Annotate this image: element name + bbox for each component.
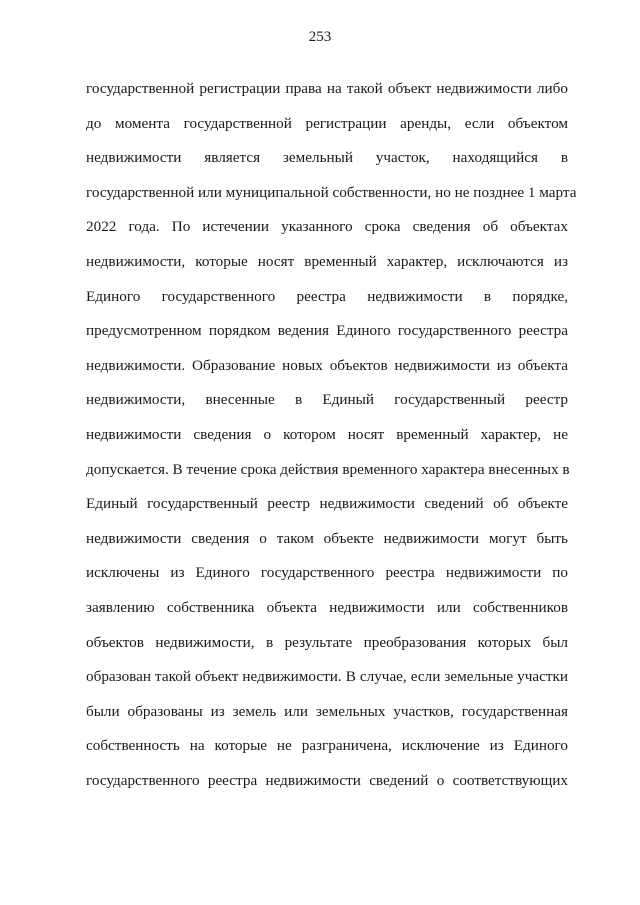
text-line: недвижимости является земельный участок, находящийся в: [86, 149, 568, 167]
text-line: Единого государственного реестра недвижимости в порядке,: [86, 287, 568, 305]
text-line: собственность на которые не разграничена, исключение из Единого: [86, 737, 568, 755]
text-line: недвижимости. Образование новых объектов недвижимости из объекта: [86, 356, 568, 374]
text-line: государственной регистрации права на такой объект недвижимости либо: [86, 80, 568, 97]
text-line: до момента государственной регистрации аренды, если объектом: [86, 114, 568, 132]
text-line: допускается. В течение срока действия временного характера внесенных в: [86, 460, 570, 478]
document-body: [86, 72, 577, 798]
text-line: объектов недвижимости, в результате преобразования которых был: [86, 633, 568, 651]
text-line: предусмотренном порядком ведения Единого государственного реестра: [86, 322, 568, 340]
text-line: государственного реестра недвижимости сведений о соответствующих: [86, 771, 568, 789]
text-line: Единый государственный реестр недвижимости сведений об объекте: [86, 495, 568, 513]
page-number: 253: [308, 29, 332, 45]
text-line: образован такой объект недвижимости. В случае, если земельные участки: [86, 668, 568, 686]
text-line: заявлению собственника объекта недвижимости или собственников: [86, 598, 568, 616]
text-line: 2022 года. По истечении указанного срока сведения об объектах: [86, 218, 568, 236]
text-line: недвижимости сведения о таком объекте недвижимости могут быть: [86, 529, 568, 547]
text-line: недвижимости сведения о котором носят временный характер, не: [86, 425, 568, 443]
text-line: государственной или муниципальной собственности, но не позднее 1 марта: [86, 183, 577, 201]
text-line: недвижимости, внесенные в Единый государственный реестр: [86, 391, 568, 409]
text-line: были образованы из земель или земельных участков, государственная: [86, 702, 568, 720]
text-line: исключены из Единого государственного реестра недвижимости по: [86, 564, 568, 582]
text-line: недвижимости, которые носят временный характер, исключаются из: [86, 252, 568, 270]
